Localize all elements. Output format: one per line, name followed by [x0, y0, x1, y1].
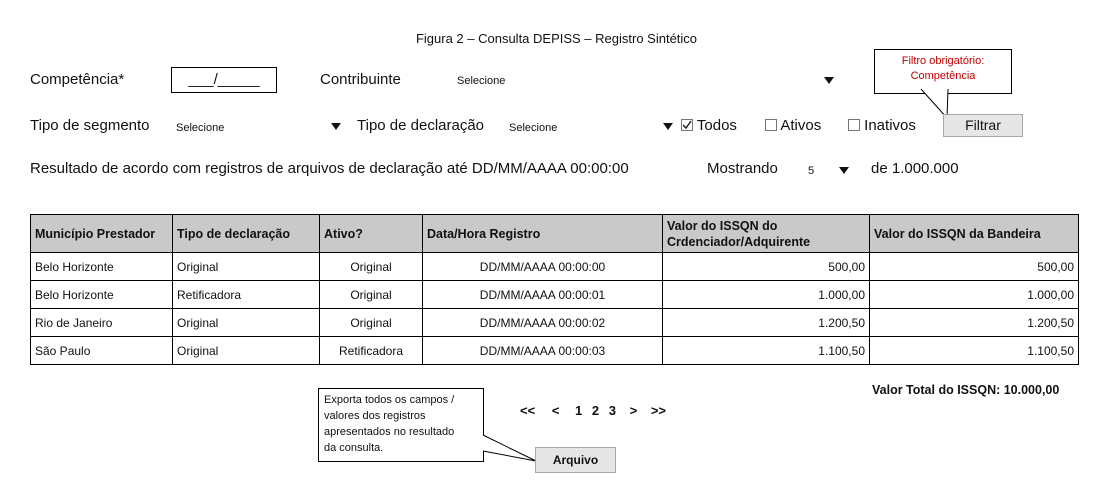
tipo-declaracao-select[interactable]: [505, 117, 679, 137]
tipo-segmento-label: Tipo de segmento: [30, 117, 150, 134]
table-cell: Original: [320, 253, 423, 281]
table-cell: DD/MM/AAAA 00:00:03: [423, 337, 663, 365]
chevron-down-icon: [331, 123, 341, 130]
table-cell: 500,00: [663, 253, 870, 281]
column-header: Valor do ISSQN da Bandeira: [870, 215, 1079, 253]
contribuinte-select-value: Selecione: [457, 75, 506, 87]
callout-line: Competência: [910, 70, 976, 82]
competencia-input[interactable]: ___/_____: [171, 67, 277, 93]
column-header: Tipo de declaração: [173, 215, 320, 253]
page-1-link[interactable]: 1: [575, 403, 583, 418]
table-cell: 1.000,00: [663, 281, 870, 309]
chevron-down-icon: [824, 77, 834, 84]
competencia-label: Competência*: [30, 71, 125, 88]
callout-line: Filtro obrigatório:: [901, 55, 985, 67]
chevron-down-icon: [839, 167, 849, 174]
table-cell: 1.200,50: [663, 309, 870, 337]
table-cell: Original: [173, 253, 320, 281]
pagination: [520, 403, 666, 418]
tipo-segmento-select[interactable]: [172, 117, 348, 137]
callout-pointer-icon: [470, 425, 540, 465]
table-cell: Belo Horizonte: [31, 281, 173, 309]
prev-page-link[interactable]: <: [551, 403, 560, 418]
tipo-declaracao-select-value: Selecione: [509, 122, 558, 134]
table-cell: Original: [320, 309, 423, 337]
table-cell: São Paulo: [31, 337, 173, 365]
table-cell: 500,00: [870, 253, 1079, 281]
filtrar-button[interactable]: Filtrar: [943, 114, 1023, 137]
column-header-line: Crdenciador/Adquirente: [667, 234, 811, 249]
table-cell: Original: [320, 281, 423, 309]
table-cell: 1.000,00: [870, 281, 1079, 309]
table-cell: Original: [173, 337, 320, 365]
table-cell: Retificadora: [320, 337, 423, 365]
column-header-line: Valor do ISSQN do: [667, 218, 778, 233]
tipo-declaracao-label: Tipo de declaração: [357, 117, 485, 134]
chevron-down-icon: [663, 123, 673, 130]
page-size-select[interactable]: [803, 160, 855, 180]
column-header: Ativo?: [320, 215, 423, 253]
tipo-segmento-select-value: Selecione: [176, 122, 225, 134]
table-cell: DD/MM/AAAA 00:00:02: [423, 309, 663, 337]
table-cell: Original: [173, 309, 320, 337]
page-2-link[interactable]: 2: [591, 403, 600, 418]
last-page-link[interactable]: >>: [650, 403, 667, 418]
column-header: [663, 215, 870, 253]
table-cell: 1.100,50: [870, 337, 1079, 365]
page-3-link[interactable]: 3: [608, 403, 616, 418]
ativos-checkbox[interactable]: [765, 119, 777, 131]
figure-caption: Figura 2 – Consulta DEPISS – Registro Sintético: [415, 31, 698, 46]
callout-line: Exporta todos os campos /: [324, 394, 455, 406]
column-header: Data/Hora Registro: [423, 215, 663, 253]
callout-line: apresentados no resultado: [324, 426, 455, 438]
total-records-text: de 1.000.000: [871, 160, 959, 177]
callout-line: da consulta.: [324, 442, 384, 454]
next-page-link[interactable]: >: [629, 403, 638, 418]
todos-label: Todos: [696, 117, 737, 134]
table-cell: 1.200,50: [870, 309, 1079, 337]
contribuinte-select[interactable]: [452, 70, 840, 90]
arquivo-button[interactable]: Arquivo: [535, 447, 616, 473]
inativos-option[interactable]: [848, 117, 916, 134]
table-cell: DD/MM/AAAA 00:00:01: [423, 281, 663, 309]
table-row: [31, 253, 1079, 281]
table-cell: Belo Horizonte: [31, 253, 173, 281]
page-size-value: 5: [808, 165, 815, 177]
result-info-text: Resultado de acordo com registros de arquivos de declaração até DD/MM/AAAA 00:00:00: [30, 160, 629, 177]
contribuinte-label: Contribuinte: [320, 71, 401, 88]
table-cell: 1.100,50: [663, 337, 870, 365]
table-row: [31, 337, 1079, 365]
column-header: Município Prestador: [31, 215, 173, 253]
first-page-link[interactable]: <<: [520, 403, 536, 418]
inativos-label: Inativos: [864, 117, 916, 134]
inativos-checkbox[interactable]: [848, 119, 860, 131]
showing-label: Mostrando: [707, 160, 778, 177]
callout-line: valores dos registros: [324, 410, 426, 422]
ativos-option[interactable]: [765, 117, 821, 134]
table-cell: Rio de Janeiro: [31, 309, 173, 337]
ativos-label: Ativos: [780, 117, 822, 134]
todos-checkbox[interactable]: [681, 119, 693, 131]
table-row: [31, 281, 1079, 309]
table-cell: DD/MM/AAAA 00:00:00: [423, 253, 663, 281]
todos-option[interactable]: [681, 117, 737, 134]
table-row: [31, 309, 1079, 337]
table-cell: Retificadora: [173, 281, 320, 309]
results-table: [30, 214, 1079, 365]
check-icon: [682, 120, 692, 130]
export-callout: [318, 388, 484, 462]
table-header-row: [31, 215, 1079, 253]
total-issqn: Valor Total do ISSQN: 10.000,00: [872, 383, 1060, 397]
